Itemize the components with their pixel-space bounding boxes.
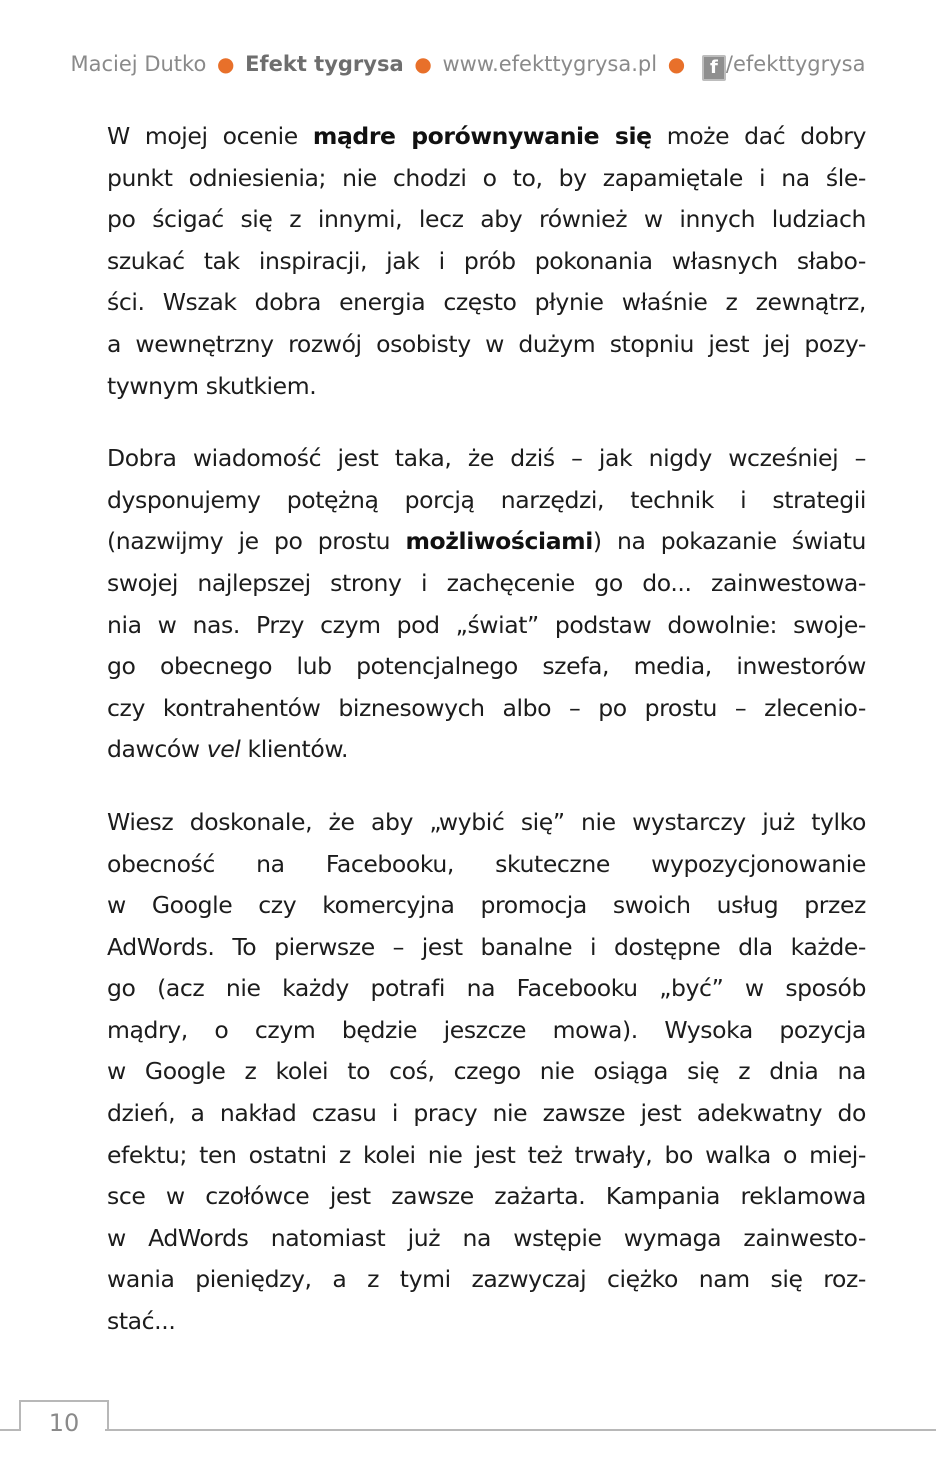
paragraph: [107, 116, 866, 407]
text-line: w Google czy komercyjna promocja swoich usług przez: [107, 891, 866, 920]
text-line: czy kontrahentów biznesowych albo – po prostu – zlecenio-: [107, 693, 866, 722]
text-line: [107, 521, 866, 563]
text-line: wania pieniędzy, a z tymi zazwyczaj ciężko nam się roz-: [107, 1265, 866, 1294]
body-text: [107, 116, 866, 1374]
header-website-link[interactable]: www.efekttygrysa.pl: [442, 52, 658, 76]
text-line: mądry, o czym będzie jeszcze mowa). Wysoka pozycja: [107, 1015, 866, 1044]
header-book-title: Efekt tygrysa: [245, 52, 404, 76]
text-line: obecność na Facebooku, skuteczne wypozycjonowanie: [107, 849, 866, 878]
text-line: Dobra wiadomość jest taka, że dziś – jak nigdy wcześniej –: [107, 444, 866, 473]
facebook-icon: f: [702, 55, 726, 81]
text-line: a wewnętrzny rozwój osobisty w dużym stopniu jest jej pozy-: [107, 329, 866, 358]
separator-dot: ●: [216, 52, 235, 76]
text-run: dawców: [107, 735, 207, 764]
separator-dot: ●: [667, 52, 686, 76]
header-author: Maciej Dutko: [70, 52, 207, 76]
text-line: AdWords. To pierwsze – jest banalne i dostępne dla każde-: [107, 932, 866, 961]
page-number: 10: [48, 1409, 80, 1437]
text-line: sce w czołówce jest zawsze zażarta. Kampania reklamowa: [107, 1182, 866, 1211]
text-run: W mojej ocenie: [107, 122, 313, 150]
text-run: (nazwijmy je po prostu: [107, 527, 406, 556]
paragraph: [107, 438, 866, 771]
text-line: efektu; ten ostatni z kolei nie jest też trwały, bo walka o miej-: [107, 1140, 866, 1169]
text-line: po ścigać się z innymi, lecz aby również w innych ludziach: [107, 205, 866, 234]
text-line: punkt odniesienia; nie chodzi o to, by zapamiętale i na śle-: [107, 163, 866, 192]
running-header: [0, 52, 936, 81]
text-line: [107, 116, 866, 158]
emphasis-bold: mądre porównywanie się: [312, 122, 652, 150]
footer-rule: [105, 1429, 936, 1431]
text-line: nia w nas. Przy czym pod „świat” podstaw dowolnie: swoje-: [107, 610, 866, 639]
text-run: może dać dobry: [651, 122, 866, 150]
footer-rule: [0, 1429, 20, 1431]
text-line: szukać tak inspiracji, jak i prób pokonania własnych słabo-: [107, 246, 866, 275]
text-line: w Google z kolei to coś, czego nie osiąga się z dnia na: [107, 1057, 866, 1086]
text-line: tywnym skutkiem.: [107, 371, 317, 400]
emphasis-bold: możliwościami: [405, 527, 593, 556]
text-line: go obecnego lub potencjalnego szefa, media, inwestorów: [107, 652, 866, 681]
text-line: ści. Wszak dobra energia często płynie właśnie z zewnątrz,: [107, 288, 866, 317]
text-line: w AdWords natomiast już na wstępie wymaga zainwesto-: [107, 1223, 866, 1252]
text-line: swojej najlepszej strony i zachęcenie go do... zainwestowa-: [107, 568, 866, 597]
header-facebook-handle[interactable]: /efekttygrysa: [725, 52, 866, 76]
text-run: klientów.: [240, 735, 349, 764]
text-line: dysponujemy potężną porcją narzędzi, technik i strategii: [107, 485, 866, 514]
text-line: dzień, a nakład czasu i pracy nie zawsze jest adekwatny do: [107, 1099, 866, 1128]
text-line: Wiesz doskonale, że aby „wybić się” nie wystarczy już tylko: [107, 807, 866, 836]
text-line: stać...: [107, 1307, 176, 1336]
emphasis-italic: vel: [206, 735, 241, 764]
separator-dot: ●: [414, 52, 432, 76]
text-line: go (acz nie każdy potrafi na Facebooku „być” w sposób: [107, 974, 866, 1003]
paragraph: [107, 802, 866, 1343]
text-line: [107, 729, 866, 771]
text-run: ) na pokazanie światu: [592, 527, 866, 556]
